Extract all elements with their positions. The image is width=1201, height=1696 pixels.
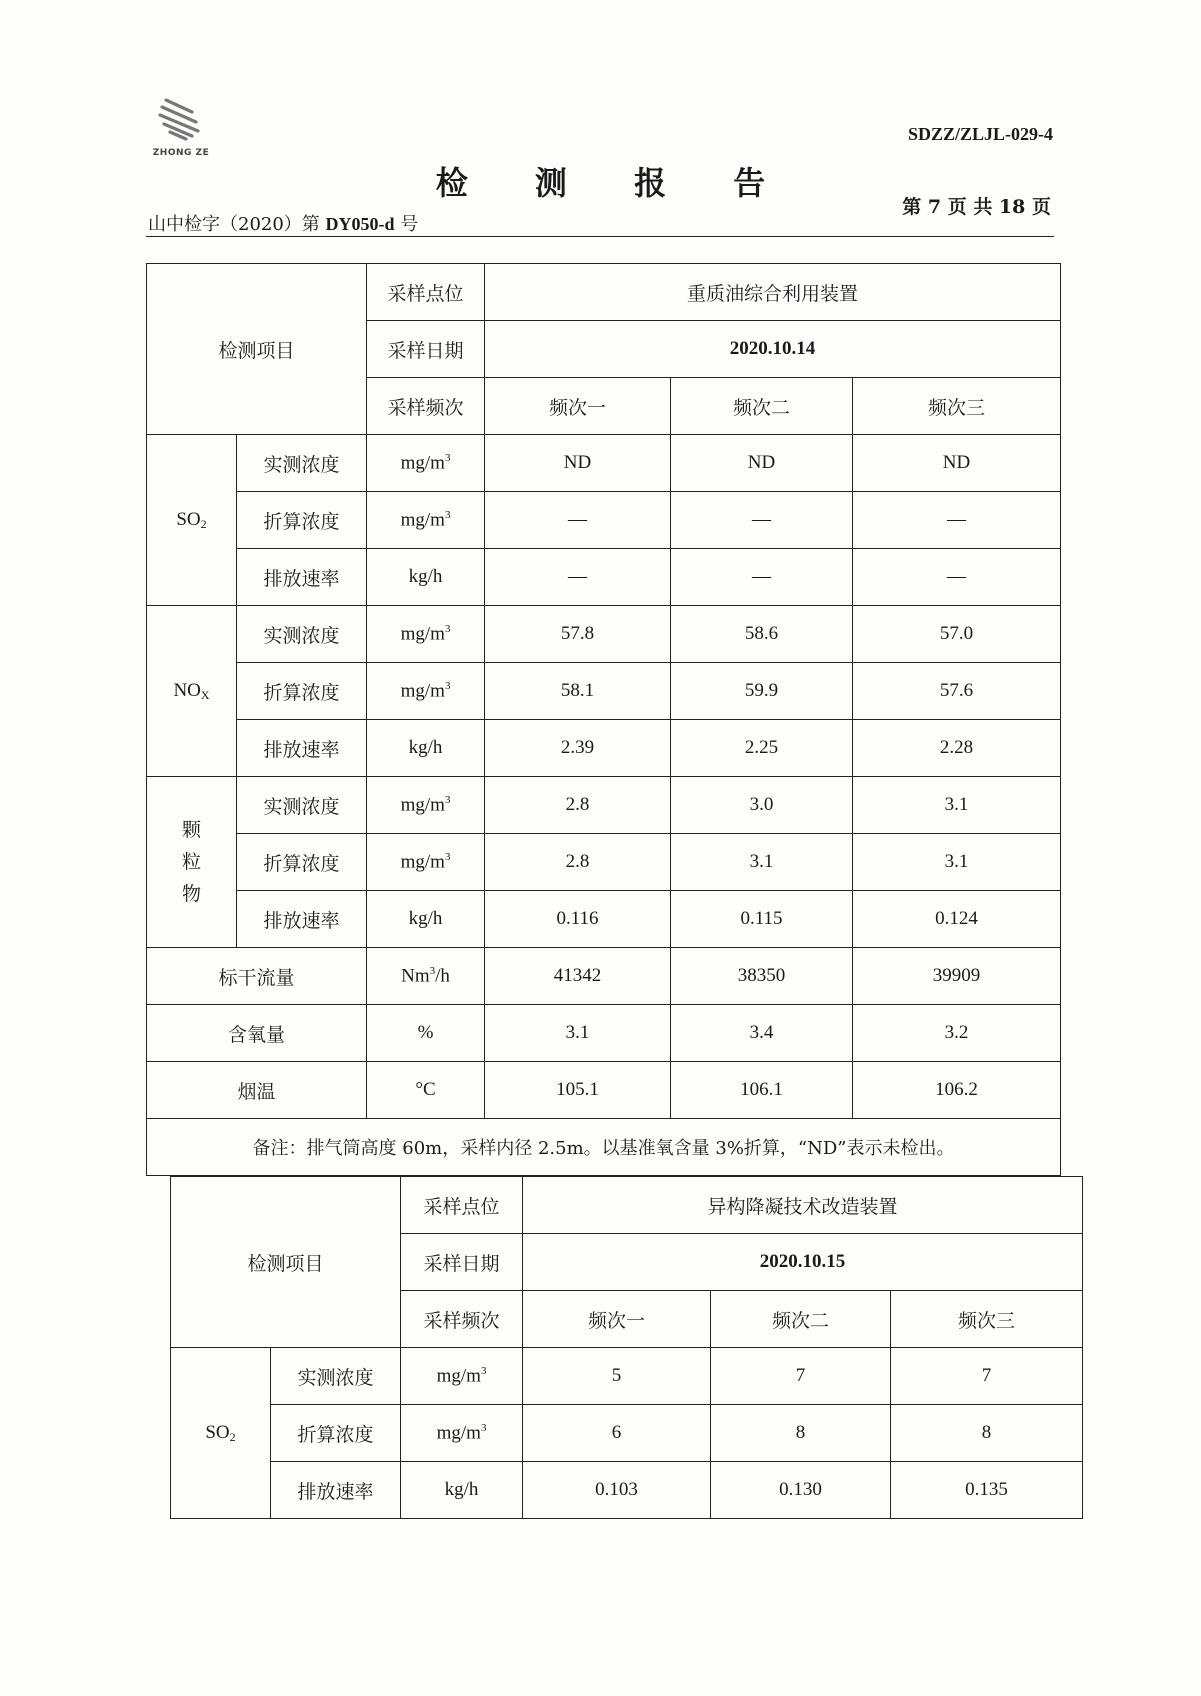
value-cell: 57.8: [485, 606, 671, 663]
table-row: [171, 1348, 1083, 1405]
flow-label: 标干流量: [147, 948, 367, 1005]
value-cell: 3.1: [485, 1005, 671, 1062]
unit-sup: 3: [444, 508, 451, 521]
value-cell: —: [671, 549, 853, 606]
value-cell: 3.1: [853, 834, 1061, 891]
unit-text: mg/m: [400, 680, 445, 702]
unit-text: Nm: [401, 965, 430, 987]
param-cell: 排放速率: [237, 720, 367, 777]
table-row: [147, 777, 1061, 834]
value-cell: —: [485, 549, 671, 606]
unit-cell: [367, 834, 485, 891]
unit-sup: 3: [444, 622, 451, 635]
value-cell: 7: [711, 1348, 891, 1405]
report-number-suffix: 号: [394, 214, 419, 235]
page-title: 检 测 报 告: [435, 164, 794, 202]
item-label: 检测项目: [171, 1177, 401, 1348]
param-cell: 实测浓度: [237, 777, 367, 834]
table-row: [147, 948, 1061, 1005]
value-cell: —: [853, 549, 1061, 606]
param-cell: 折算浓度: [271, 1405, 401, 1462]
table-row: [147, 606, 1061, 663]
table-row: [147, 891, 1061, 948]
logo-text: ZHONG ZE: [152, 148, 210, 158]
unit-cell: kg/h: [367, 891, 485, 948]
so2-subscript: 2: [200, 516, 207, 531]
table-row: [147, 1062, 1061, 1119]
item-label: 检测项目: [147, 264, 367, 435]
report-number-code: DY050-d: [325, 214, 395, 234]
unit-text: mg/m: [400, 851, 445, 873]
unit-cell: [367, 435, 485, 492]
unit-sup: 3: [444, 793, 451, 806]
unit-text: mg/m: [400, 794, 445, 816]
unit-cell: kg/h: [367, 549, 485, 606]
value-cell: 2.8: [485, 777, 671, 834]
unit-tail: /h: [435, 965, 450, 987]
date-value: 2020.10.14: [485, 321, 1061, 378]
unit-sup: 3: [444, 850, 451, 863]
results-table-2: [170, 1176, 1083, 1519]
value-cell: 0.124: [853, 891, 1061, 948]
unit-sup: 3: [444, 451, 451, 464]
unit-cell: [401, 1348, 523, 1405]
so2-text: SO: [205, 1421, 230, 1443]
unit-text: mg/m: [400, 623, 445, 645]
unit-text: mg/m: [436, 1422, 481, 1444]
table-row: [147, 1119, 1061, 1176]
param-cell: 实测浓度: [237, 435, 367, 492]
pm-label-char: 粒: [181, 851, 201, 873]
value-cell: 58.6: [671, 606, 853, 663]
temp-unit: °C: [367, 1062, 485, 1119]
value-cell: 2.25: [671, 720, 853, 777]
value-cell: 0.103: [523, 1462, 711, 1519]
pm-label: [147, 777, 237, 948]
page-number: 第 7 页 共 18 页: [902, 196, 1051, 218]
param-cell: 排放速率: [271, 1462, 401, 1519]
value-cell: 106.1: [671, 1062, 853, 1119]
report-number-prefix: 山中检字（2020）第: [148, 214, 326, 235]
unit-sup: 3: [480, 1421, 487, 1434]
site-label: 采样点位: [367, 264, 485, 321]
site-value: 异构降凝技术改造装置: [523, 1177, 1083, 1234]
value-cell: 2.39: [485, 720, 671, 777]
value-cell: 57.0: [853, 606, 1061, 663]
date-value: 2020.10.15: [523, 1234, 1083, 1291]
unit-cell: kg/h: [401, 1462, 523, 1519]
value-cell: 8: [891, 1405, 1083, 1462]
table-row: [147, 549, 1061, 606]
document-code: SDZZ/ZLJL-029-4: [907, 124, 1053, 144]
value-cell: 7: [891, 1348, 1083, 1405]
logo-stripes-icon: [152, 98, 210, 146]
value-cell: ND: [853, 435, 1061, 492]
unit-cell: [367, 492, 485, 549]
freq-1: 频次一: [485, 378, 671, 435]
table-row: [147, 435, 1061, 492]
freq-label: 采样频次: [401, 1291, 523, 1348]
param-cell: 折算浓度: [237, 663, 367, 720]
freq-1: 频次一: [523, 1291, 711, 1348]
value-cell: 38350: [671, 948, 853, 1005]
table-row: [147, 492, 1061, 549]
value-cell: 2.8: [485, 834, 671, 891]
param-cell: 折算浓度: [237, 834, 367, 891]
value-cell: 105.1: [485, 1062, 671, 1119]
freq-2: 频次二: [711, 1291, 891, 1348]
table-row: [147, 264, 1061, 321]
value-cell: 41342: [485, 948, 671, 1005]
company-logo: [146, 98, 216, 160]
value-cell: —: [671, 492, 853, 549]
unit-text: mg/m: [436, 1365, 481, 1387]
param-cell: 实测浓度: [237, 606, 367, 663]
date-label: 采样日期: [367, 321, 485, 378]
value-cell: 2.28: [853, 720, 1061, 777]
so2-text: SO: [176, 508, 201, 530]
nox-text: NO: [173, 679, 201, 701]
pm-label-char: 物: [181, 883, 201, 905]
oxygen-label: 含氧量: [147, 1005, 367, 1062]
nox-subscript: X: [200, 687, 210, 702]
freq-label: 采样频次: [367, 378, 485, 435]
value-cell: 0.135: [891, 1462, 1083, 1519]
so2-label: [147, 435, 237, 606]
value-cell: 0.115: [671, 891, 853, 948]
value-cell: 3.2: [853, 1005, 1061, 1062]
results-table-1: [146, 263, 1061, 1176]
freq-3: 频次三: [891, 1291, 1083, 1348]
table-row: [171, 1177, 1083, 1234]
site-value: 重质油综合利用装置: [485, 264, 1061, 321]
table-row: [171, 1462, 1083, 1519]
pm-label-char: 颗: [181, 819, 201, 841]
value-cell: 39909: [853, 948, 1061, 1005]
value-cell: 0.130: [711, 1462, 891, 1519]
value-cell: 3.1: [671, 834, 853, 891]
so2-label: [171, 1348, 271, 1519]
unit-text: mg/m: [400, 452, 445, 474]
param-cell: 排放速率: [237, 549, 367, 606]
param-cell: 折算浓度: [237, 492, 367, 549]
date-label: 采样日期: [401, 1234, 523, 1291]
unit-cell: [401, 1405, 523, 1462]
value-cell: 8: [711, 1405, 891, 1462]
table-row: [147, 834, 1061, 891]
unit-cell: [367, 777, 485, 834]
site-label: 采样点位: [401, 1177, 523, 1234]
value-cell: 6: [523, 1405, 711, 1462]
unit-cell: kg/h: [367, 720, 485, 777]
unit-cell: [367, 606, 485, 663]
temp-label: 烟温: [147, 1062, 367, 1119]
flow-unit: [367, 948, 485, 1005]
unit-sup: 3: [480, 1364, 487, 1377]
oxygen-unit: %: [367, 1005, 485, 1062]
value-cell: —: [853, 492, 1061, 549]
value-cell: —: [485, 492, 671, 549]
value-cell: 3.1: [853, 777, 1061, 834]
freq-2: 频次二: [671, 378, 853, 435]
unit-sup: 3: [444, 679, 451, 692]
nox-label: [147, 606, 237, 777]
unit-cell: [367, 663, 485, 720]
value-cell: 106.2: [853, 1062, 1061, 1119]
value-cell: 3.4: [671, 1005, 853, 1062]
value-cell: 59.9: [671, 663, 853, 720]
table-row: [171, 1405, 1083, 1462]
param-cell: 实测浓度: [271, 1348, 401, 1405]
value-cell: 3.0: [671, 777, 853, 834]
table-row: [147, 663, 1061, 720]
table-row: [147, 1005, 1061, 1062]
freq-3: 频次三: [853, 378, 1061, 435]
unit-text: mg/m: [400, 509, 445, 531]
report-number: [148, 210, 418, 236]
value-cell: ND: [671, 435, 853, 492]
unit-sup: 3: [429, 964, 436, 977]
value-cell: 0.116: [485, 891, 671, 948]
table-note: 备注：排气筒高度 60m，采样内径 2.5m。以基准氧含量 3%折算，“ND”表示未检出。: [147, 1119, 1061, 1176]
table-row: [147, 720, 1061, 777]
so2-subscript: 2: [229, 1429, 236, 1444]
value-cell: ND: [485, 435, 671, 492]
value-cell: 5: [523, 1348, 711, 1405]
header-divider: [146, 236, 1054, 237]
value-cell: 58.1: [485, 663, 671, 720]
value-cell: 57.6: [853, 663, 1061, 720]
param-cell: 排放速率: [237, 891, 367, 948]
